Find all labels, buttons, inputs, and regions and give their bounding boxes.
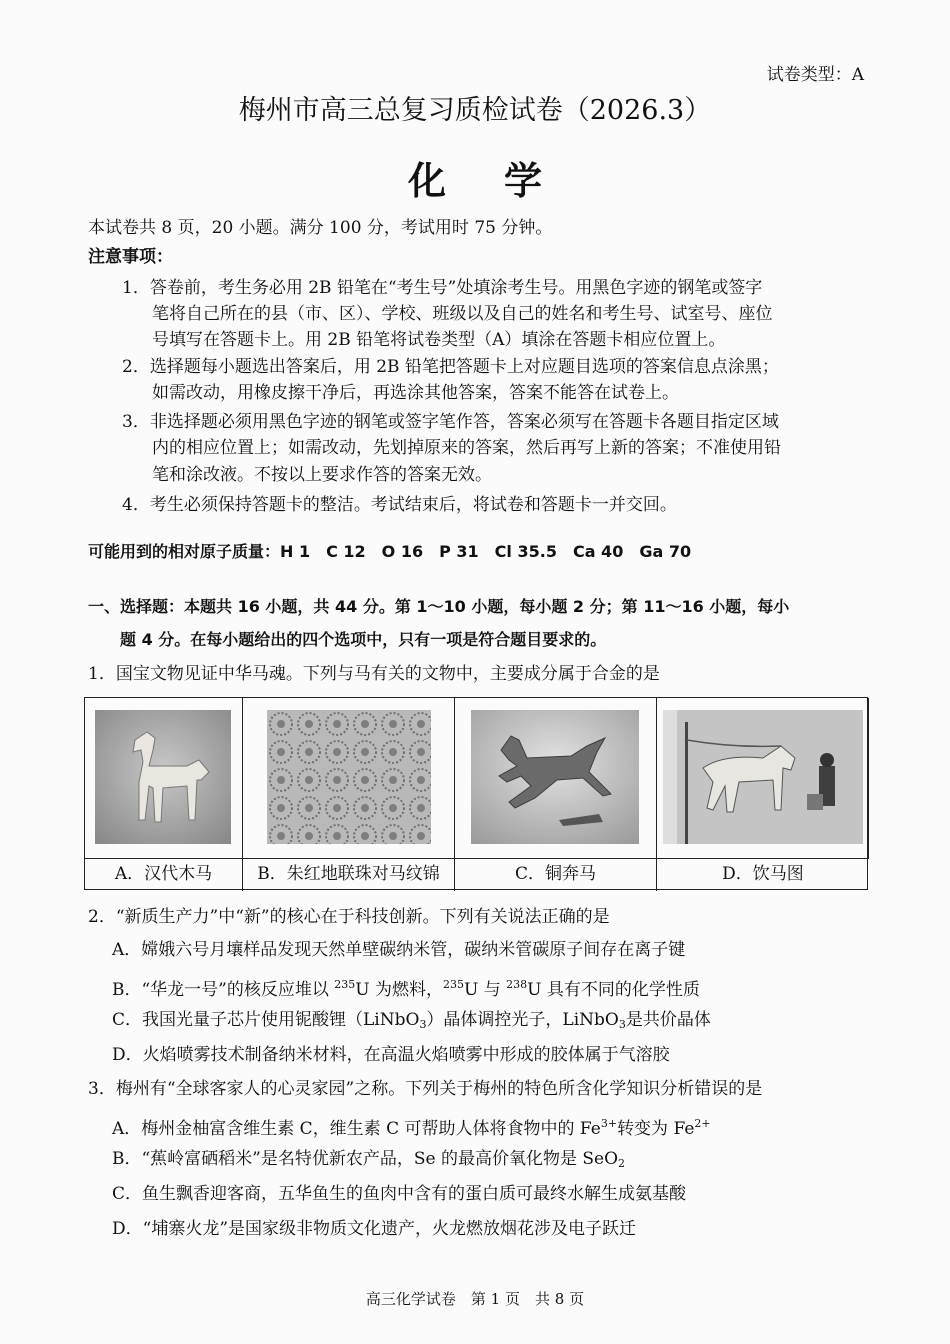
- section-1-line-1: 一、选择题：本题共 16 小题，共 44 分。第 1～10 小题，每小题 2 分；第 11～16 小题，每小: [88, 597, 790, 616]
- q1-stem: 1．国宝文物见证中华马魂。下列与马有关的文物中，主要成分属于合金的是: [88, 664, 660, 684]
- relic-image-cell-d: [657, 698, 869, 858]
- horse-drinking-painting-image: [663, 710, 863, 844]
- notice-title: 注意事项：: [88, 247, 173, 267]
- atomic-masses: 可能用到的相对原子质量：H 1 C 12 O 16 P 31 Cl 35.5 Ca 40 Ga 70: [88, 542, 692, 561]
- notice-3-line-3: 笔和涂改液。不按以上要求作答的答案无效。: [152, 465, 492, 485]
- relic-image-cell-a: [85, 698, 243, 858]
- notice-1-line-3: 号填写在答题卡上。用 2B 铅笔将试卷类型（A）填涂在答题卡相应位置上。: [152, 330, 726, 350]
- notice-2-line-2: 如需改动，用橡皮擦干净后，再选涂其他答案，答案不能答在试卷上。: [152, 383, 679, 403]
- q3-option-a: A．梅州金柚富含维生素 C，维生素 C 可帮助人体将食物中的 $Fe^{3+}$转变为 $Fe^{2+}$: [112, 1117, 711, 1139]
- bronze-galloping-horse-image: [471, 710, 639, 844]
- q2-option-a: A．嫦娥六号月壤样品发现天然单壁碳纳米管，碳纳米管碳原子间存在离子键: [112, 940, 686, 960]
- notice-3-line-1: 3．非选择题必须用黑色字迹的钢笔或签字笔作答，答案必须写在答题卡各题目指定区域: [122, 412, 779, 432]
- intro-text: 本试卷共 8 页，20 小题。满分 100 分，考试用时 75 分钟。: [88, 218, 553, 238]
- relic-image-cell-c: [455, 698, 657, 858]
- relic-image-cell-b: [243, 698, 455, 858]
- q3-option-b: B．“蕉岭富硒稻米”是名特优新农产品，Se 的最高价氧化物是 SeO$_2$: [112, 1149, 626, 1170]
- relic-table: [84, 697, 868, 890]
- exam-type: 试卷类型：A: [766, 65, 864, 85]
- page-title: 梅州市高三总复习质检试卷（2026.3）: [238, 95, 712, 126]
- notice-1-line-1: 1．答卷前，考生务必用 2B 铅笔在“考生号”处填涂考生号。用黑色字迹的钢笔或签字: [122, 278, 763, 298]
- brocade-pattern-image: [267, 710, 431, 844]
- q2-stem: 2．“新质生产力”中“新”的核心在于科技创新。下列有关说法正确的是: [88, 907, 610, 927]
- option-b-caption: B．朱红地联珠对马纹锦: [243, 858, 455, 891]
- q2-option-b: B．“华龙一号”的核反应堆以 $^{235}$U 为燃料，$^{235}$U 与 $^{238}$U 具有不同的化学性质: [112, 978, 700, 1000]
- q2-option-d: D．火焰喷雾技术制备纳米材料，在高温火焰喷雾中形成的胶体属于气溶胶: [112, 1045, 670, 1065]
- q3-option-d: D．“埔寨火龙”是国家级非物质文化遗产，火龙燃放烟花涉及电子跃迁: [112, 1219, 637, 1239]
- subject-title: 化学: [407, 159, 600, 203]
- notice-3-line-2: 内的相应位置上；如需改动，先划掉原来的答案，然后再写上新的答案；不准使用铅: [152, 438, 781, 458]
- option-a-caption: A．汉代木马: [85, 858, 243, 891]
- wooden-horse-image: [95, 710, 231, 844]
- q2-option-c: C．我国光量子芯片使用铌酸锂（LiNbO$_3$）晶体调控光子，LiNbO$_3$是共价晶体: [112, 1010, 711, 1031]
- notice-1-line-2: 笔将自己所在的县（市、区）、学校、班级以及自己的姓名和考生号、试室号、座位: [152, 304, 773, 324]
- q3-stem: 3．梅州有“全球客家人的心灵家园”之称。下列关于梅州的特色所含化学知识分析错误的是: [88, 1079, 763, 1099]
- section-1-line-2: 题 4 分。在每小题给出的四个选项中，只有一项是符合题目要求的。: [120, 630, 607, 649]
- notice-2-line-1: 2．选择题每小题选出答案后，用 2B 铅笔把答题卡上对应题目选项的答案信息点涂黑；: [122, 357, 779, 377]
- page-footer: 高三化学试卷 第 1 页 共 8 页: [365, 1290, 585, 1308]
- notice-4-line-1: 4．考生必须保持答题卡的整洁。考试结束后，将试卷和答题卡一并交回。: [122, 495, 677, 515]
- option-d-caption: D．饮马图: [657, 858, 869, 891]
- option-c-caption: C．铜奔马: [455, 858, 657, 891]
- q3-option-c: C．鱼生飘香迎客商，五华鱼生的鱼肉中含有的蛋白质可最终水解生成氨基酸: [112, 1184, 687, 1204]
